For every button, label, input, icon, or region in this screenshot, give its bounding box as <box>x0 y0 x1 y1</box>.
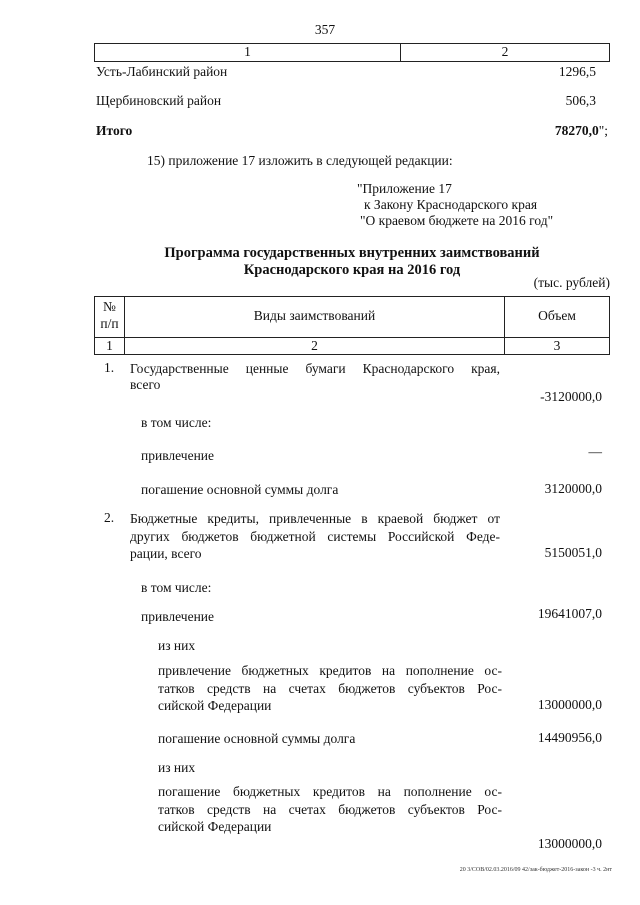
top-table-header-col1: 1 <box>244 44 251 59</box>
section2-sub1-value: 13000000,0 <box>537 697 602 712</box>
section2-sub1-line3: сийской Федерации <box>158 698 272 713</box>
appendix-line2: к Закону Краснодарского края <box>364 197 538 212</box>
footer-code: 20 3/СОВ/02.03.2016/09 42/зак-бюджет-2016-закон -3 ч. 2нт <box>459 867 612 873</box>
header-types: Виды заимствований <box>253 308 376 323</box>
total-label: Итого <box>96 123 133 138</box>
section1-attract-value: — <box>588 444 602 459</box>
section2-text-line3: рации, всего <box>130 546 202 561</box>
main-table-right <box>609 296 610 355</box>
row-value-ust-labinsky: 1296,5 <box>558 64 596 79</box>
total-value-wrap <box>480 123 608 139</box>
instruction-text: 15) приложение 17 изложить в следующей редакции: <box>147 153 453 168</box>
section2-sub2-line1: погашение бюджетных кредитов на пополнение ос- <box>158 784 502 799</box>
section1-attract: привлечение <box>141 448 215 463</box>
section2-repay: погашение основной суммы долга <box>158 731 356 746</box>
total-suffix: "; <box>598 123 608 138</box>
title-line1: Программа государственных внутренних заимствований <box>164 245 540 261</box>
index-3: 3 <box>553 338 561 353</box>
section2-text-line1: Бюджетные кредиты, привлеченные в краевой бюджет от <box>130 511 500 526</box>
section2-of-which: из них <box>158 638 196 653</box>
total-value: 78270,0 <box>554 123 599 138</box>
section1-repay: погашение основной суммы долга <box>141 482 339 497</box>
section2-attract-value: 19641007,0 <box>537 606 602 621</box>
section2-repay-value: 14490956,0 <box>537 730 602 745</box>
section1-value: -3120000,0 <box>540 389 602 404</box>
section1-repay-value: 3120000,0 <box>544 481 602 496</box>
header-num-line1: № <box>103 299 116 314</box>
section2-sub1-line2: татков средств на счетах бюджетов субъектов Рос- <box>158 681 502 696</box>
unit-label: (тыс. рублей) <box>533 275 610 290</box>
row-value-shcherbinovsky: 506,3 <box>565 93 596 108</box>
section2-sub2-line3: сийской Федерации <box>158 819 272 834</box>
section1-text-cont: всего <box>130 377 161 392</box>
header-volume: Объем <box>538 308 576 323</box>
top-table-border-right <box>609 43 610 62</box>
index-1: 1 <box>106 338 113 353</box>
section2-incl: в том числе: <box>141 580 212 595</box>
section1-number: 1. <box>104 360 115 375</box>
index-2: 2 <box>311 338 318 353</box>
main-table-bottom <box>94 354 610 355</box>
appendix-line1: "Приложение 17 <box>357 181 452 196</box>
section2-number: 2. <box>104 510 115 525</box>
title-line2: Краснодарского края на 2016 год <box>243 262 461 278</box>
page-number: 357 <box>314 22 336 37</box>
section1-text: Государственные ценные бумаги Краснодарского края, <box>130 361 500 376</box>
top-table-border-bottom <box>94 61 610 62</box>
section2-sub1-line1: привлечение бюджетных кредитов на пополнение ос- <box>158 663 502 678</box>
section2-sub2-line2: татков средств на счетах бюджетов субъектов Рос- <box>158 802 502 817</box>
top-table-header-col2: 2 <box>501 44 509 59</box>
section2-value: 5150051,0 <box>544 545 602 560</box>
row-label-ust-labinsky: Усть-Лабинский район <box>96 64 228 79</box>
section2-sub2-value: 13000000,0 <box>537 836 602 851</box>
section1-incl: в том числе: <box>141 415 212 430</box>
row-label-shcherbinovsky: Щербиновский район <box>96 93 222 108</box>
section2-text-line2: других бюджетов бюджетной системы Российской Феде- <box>130 529 500 544</box>
header-num-line2: п/п <box>100 316 119 331</box>
main-table-top <box>94 296 610 297</box>
appendix-line3: "О краевом бюджете на 2016 год" <box>360 213 554 228</box>
section2-of-which-2: из них <box>158 760 196 775</box>
section2-attract: привлечение <box>141 609 215 624</box>
